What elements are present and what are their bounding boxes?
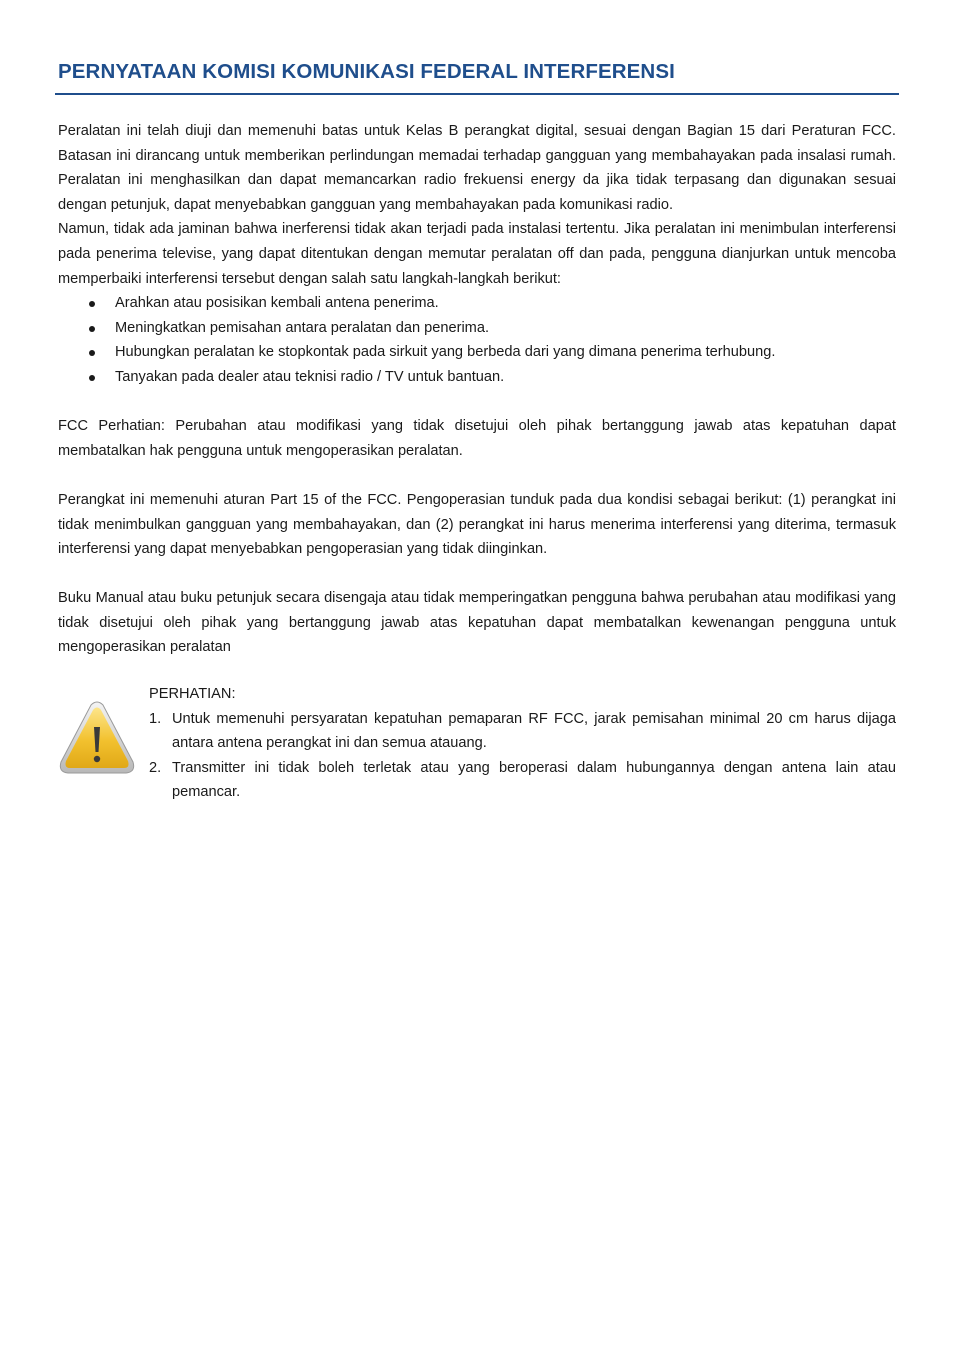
list-item-text: Untuk memenuhi persyaratan kepatuhan pemaparan RF FCC, jarak pemisahan minimal 20 cm harus dijaga antara antena perangkat ini dan semua atauang. — [172, 710, 896, 752]
intro-paragraph-1: Peralatan ini telah diuji dan memenuhi batas untuk Kelas B perangkat digital, sesuai dengan Bagian 15 dari Peraturan FCC. Batasan ini dirancang untuk memberikan perlindungan memadai terhadap gangguan yang membahayakan pada insalasi rumah. Peralatan ini menghasilkan dan dapat memancarkan radio frekuensi energy da jika tidak terpasang dan digunakan sesuai dengan petunjuk, dapat menyebabkan gangguan yang membahayakan pada komunikasi radio. — [58, 123, 896, 213]
list-item-text: Arahkan atau posisikan kembali antena penerima. — [115, 295, 439, 312]
caution-block — [58, 682, 896, 805]
bullet-icon — [89, 375, 95, 381]
list-item-number: 1. — [149, 710, 162, 727]
list-item — [58, 340, 896, 365]
list-item — [149, 756, 896, 805]
page-title: PERNYATAAN KOMISI KOMUNIKASI FEDERAL INTERFERENSI — [58, 60, 675, 83]
list-item — [58, 291, 896, 316]
list-item-text: Meningkatkan pemisahan antara peralatan dan penerima. — [115, 319, 490, 336]
spacer — [58, 390, 896, 415]
list-item — [58, 316, 896, 341]
fcc-caution-paragraph: FCC Perhatian: Perubahan atau modifikasi yang tidak disetujui oleh pihak bertanggung jawab atas kepatuhan dapat membatalkan hak pengguna untuk mengoperasikan peralatan. — [58, 418, 896, 459]
manual-paragraph: Buku Manual atau buku petunjuk secara disengaja atau tidak memperingatkan pengguna bahwa perubahan atau modifikasi yang tidak disetujui oleh pihak yang bertanggung jawab atas kepatuhan dapat membatalkan kewenangan pengguna untuk mengoperasikan peralatan — [58, 590, 896, 656]
spacer — [58, 562, 896, 587]
list-item — [58, 365, 896, 390]
measures-list — [58, 291, 896, 389]
list-item-number: 2. — [149, 759, 162, 776]
intro-paragraph-2: Namun, tidak ada jaminan bahwa inerferensi tidak akan terjadi pada instalasi tertentu. Jika peralatan ini menimbulan interferensi pada penerima televise, yang dapat ditentukan dengan memutar peralatan off dan pada, pengguna dianjurkan untuk mencoba memperbaiki interferensi tersebut dengan salah satu langkah-langkah berikut: — [58, 221, 896, 287]
document-body — [58, 119, 896, 660]
list-item-text: Tanyakan pada dealer atau teknisi radio / TV untuk bantuan. — [115, 368, 505, 385]
bullet-icon — [89, 301, 95, 307]
caution-text — [149, 682, 896, 805]
caution-heading: PERHATIAN: — [149, 686, 236, 702]
list-item-text: Transmitter ini tidak boleh terletak atau yang beroperasi dalam hubungannya dengan antena lain atau pemancar. — [172, 759, 896, 801]
warning-triangle-icon — [58, 700, 136, 776]
caution-list — [149, 707, 896, 805]
bullet-icon — [89, 326, 95, 332]
bullet-icon — [89, 350, 95, 356]
part15-paragraph: Perangkat ini memenuhi aturan Part 15 of the FCC. Pengoperasian tunduk pada dua kondisi sebagai berikut: (1) perangkat ini tidak menimbulkan gangguan yang membahayakan, dan (2) perangkat ini harus menerima interferensi yang diterima, termasuk interferensi yang dapat menyebabkan pengoperasian yang tidak diinginkan. — [58, 491, 896, 558]
list-item-text: Hubungkan peralatan ke stopkontak pada sirkuit yang berbeda dari yang dimana penerima terhubung. — [115, 344, 776, 361]
title-underline — [55, 93, 899, 95]
list-item — [149, 707, 896, 756]
spacer — [58, 463, 896, 488]
